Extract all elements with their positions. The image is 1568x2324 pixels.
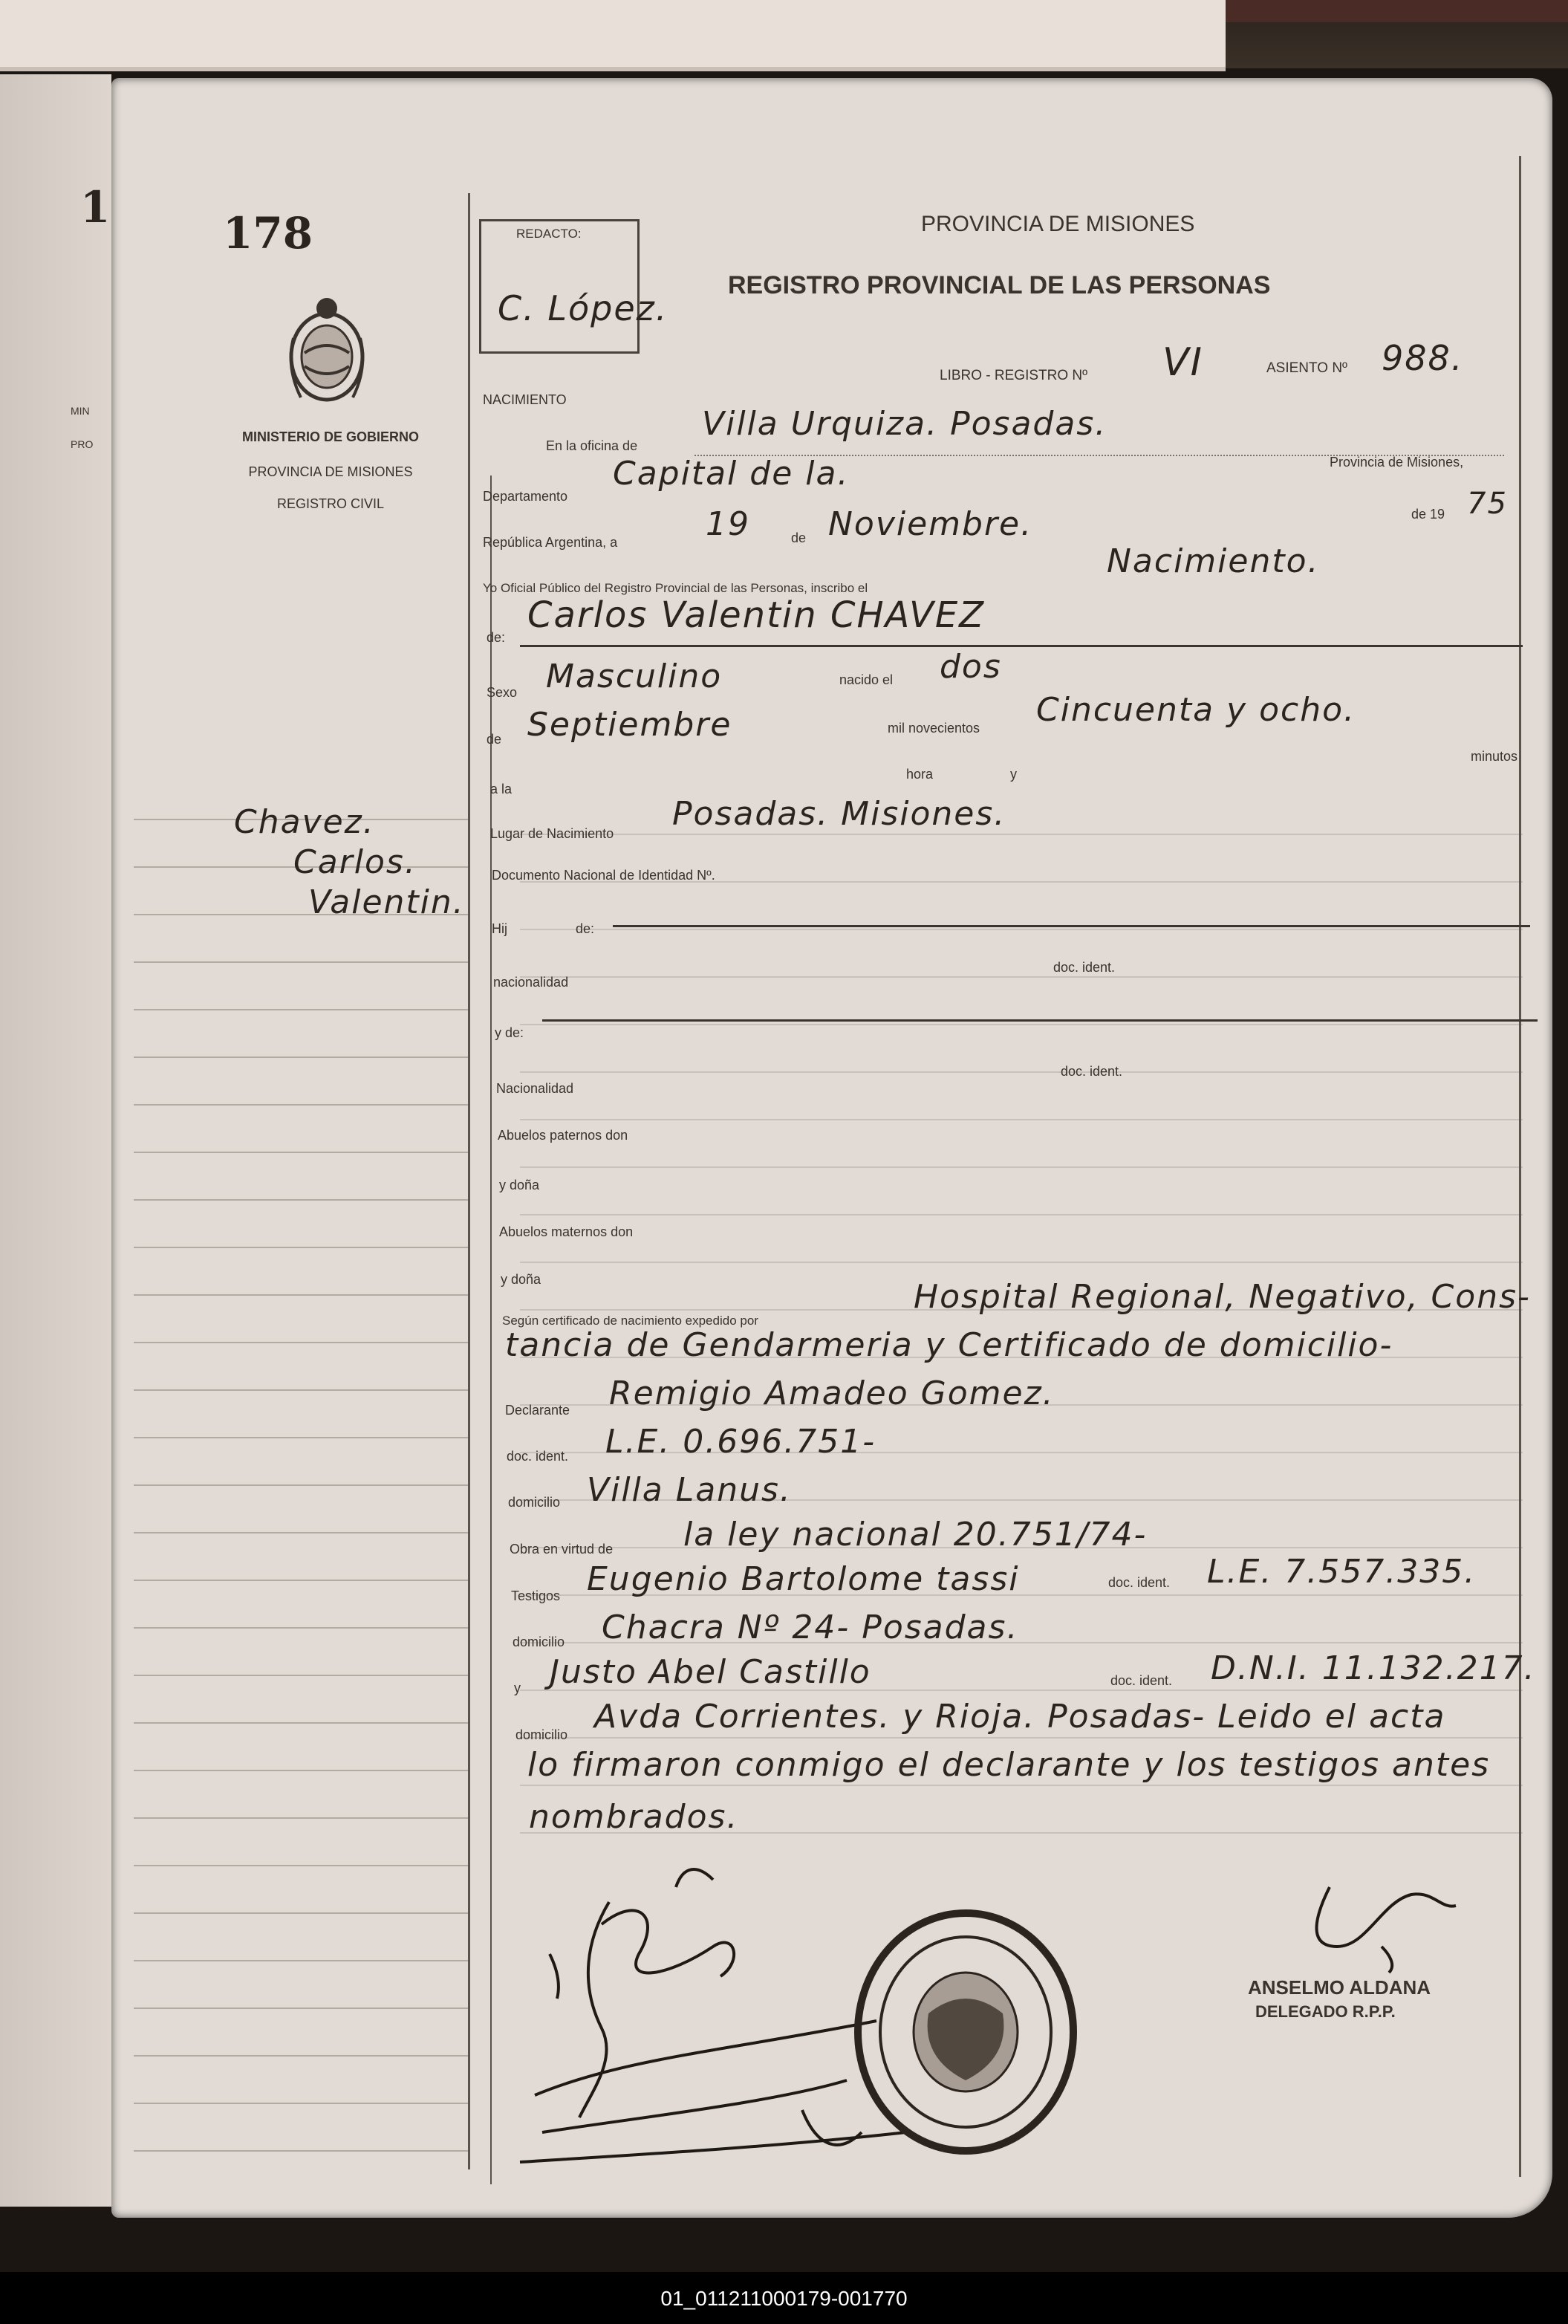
record-type-label: NACIMIENTO <box>483 392 567 407</box>
annotation-given-2: Valentin. <box>308 883 465 921</box>
redacto-label: REDACTO: <box>516 227 582 241</box>
coat-of-arms-icon <box>282 293 371 412</box>
month-de-label: de <box>791 530 807 545</box>
province-title: PROVINCIA DE MISIONES <box>921 212 1195 236</box>
y-label: y <box>1010 767 1017 782</box>
declarant-label: Declarante <box>505 1403 570 1418</box>
born-month-de-label: de <box>487 732 502 747</box>
hour-label: hora <box>906 767 934 782</box>
libro-value: VI <box>1162 340 1203 385</box>
witness2-y-label: y <box>514 1681 521 1695</box>
witness-label: Testigos <box>511 1588 561 1603</box>
republic-label: República Argentina, a <box>483 535 618 550</box>
certificate-label: Según certificado de nacimiento expedido por <box>502 1314 758 1328</box>
ministry-province: PROVINCIA DE MISIONES <box>248 464 413 479</box>
witness-signatures <box>520 1869 906 2162</box>
declarant-address-label: domicilio <box>508 1495 561 1510</box>
y-dona-label: y doña <box>499 1178 540 1192</box>
margin-annotation <box>234 802 465 923</box>
declarant-address-value: Villa Lanus. <box>587 1471 792 1509</box>
witness1-address-value: Chacra Nº 24- Posadas. <box>602 1609 1019 1646</box>
witness1-value: Eugenio Bartolome tassi <box>587 1560 1020 1598</box>
witness2-doc-value: D.N.I. 11.132.217. <box>1211 1649 1536 1687</box>
maternal-label: Abuelos maternos don <box>499 1224 634 1239</box>
name-de-label: de: <box>487 630 506 645</box>
y-de-label: y de: <box>495 1025 524 1040</box>
born-month-value: Septiembre <box>527 706 732 744</box>
department-label: Departamento <box>483 489 568 504</box>
declarant-value: Remigio Amadeo Gomez. <box>609 1374 1055 1412</box>
parent-line-1 <box>613 925 1530 927</box>
day-value: 19 <box>706 505 750 543</box>
witness1-doc-label: doc. ident. <box>1108 1575 1171 1590</box>
law-label: Obra en virtud de <box>510 1542 614 1557</box>
birthplace-label: Lugar de Nacimiento <box>490 826 614 841</box>
child-label: Hij <box>492 921 507 936</box>
page-number: 178 <box>223 208 313 259</box>
ministry-registry: REGISTRO CIVIL <box>276 496 385 511</box>
witness2-value: Justo Abel Castillo <box>550 1653 871 1691</box>
declarant-doc-value: L.E. 0.696.751- <box>605 1423 876 1461</box>
libro-label: LIBRO - REGISTRO Nº <box>940 368 1088 383</box>
witness1-address-label: domicilio <box>513 1635 565 1649</box>
witness2-address-value-2: lo firmaron conmigo el declarante y los testigos antes <box>527 1746 1491 1784</box>
edge-text: PRO <box>71 438 94 450</box>
certificate-value-1: Hospital Regional, Negativo, Cons- <box>914 1278 1531 1316</box>
year-value: 75 <box>1467 487 1508 521</box>
y-dona2-label: y doña <box>501 1272 541 1287</box>
official-name: ANSELMO ALDANA <box>1248 1976 1431 1999</box>
doc-ident-label: doc. ident. <box>1053 960 1116 975</box>
annotation-given-1: Carlos. <box>293 843 417 881</box>
official-title: DELEGADO R.P.P. <box>1255 2002 1396 2021</box>
top-right-strip <box>1226 0 1568 22</box>
paternal-label: Abuelos paternos don <box>498 1128 628 1143</box>
at-label: a la <box>490 782 513 796</box>
parent-line-2 <box>542 1019 1538 1022</box>
name-underline <box>520 645 1523 647</box>
delegate-signature <box>1317 1887 1457 1973</box>
witness2-address-value-1: Avda Corrientes. y Rioja. Posadas- Leido el acta <box>594 1698 1446 1736</box>
witness2-address-value-3: nombrados. <box>529 1798 739 1836</box>
margin-divider <box>468 193 470 2169</box>
previous-page-edge <box>0 74 111 2207</box>
act-value: Nacimiento. <box>1107 542 1320 580</box>
officer-text: Yo Oficial Público del Registro Provincial de las Personas, inscribo el <box>483 581 868 595</box>
department-value: Capital de la. <box>613 455 850 493</box>
born-year-value: Cincuenta y ocho. <box>1036 691 1356 729</box>
year-words-label: mil novecientos <box>888 721 980 736</box>
declarant-doc-label: doc. ident. <box>507 1449 569 1464</box>
nationality2-label: Nacionalidad <box>496 1081 574 1096</box>
sex-value: Masculino <box>546 658 723 695</box>
month-value: Noviembre. <box>828 505 1033 543</box>
asiento-value: 988. <box>1382 338 1464 378</box>
birthplace-value: Posadas. Misiones. <box>672 795 1006 833</box>
asiento-label: ASIENTO Nº <box>1266 360 1347 376</box>
registry-title: REGISTRO PROVINCIAL DE LAS PERSONAS <box>728 271 1271 299</box>
doc-ident2-label: doc. ident. <box>1061 1064 1123 1079</box>
ministry-name: MINISTERIO DE GOBIERNO <box>241 429 420 444</box>
year-prefix: de 19 <box>1411 507 1445 522</box>
dni-label: Documento Nacional de Identidad Nº. <box>492 868 715 883</box>
file-id: 01_011211000179-001770 <box>660 2287 908 2310</box>
edge-text: MIN <box>71 405 90 417</box>
child-de-label: de: <box>576 921 595 936</box>
edge-number: 1 <box>80 182 111 233</box>
office-value: Villa Urquiza. Posadas. <box>702 405 1107 443</box>
left-ruled-margin <box>134 773 468 2184</box>
witness2-address-label: domicilio <box>515 1727 568 1742</box>
child-name: Carlos Valentin CHAVEZ <box>527 594 986 636</box>
province-suffix: Provincia de Misiones, <box>1330 455 1464 470</box>
nationality-label: nacionalidad <box>493 975 569 990</box>
witness1-doc-value: L.E. 7.557.335. <box>1207 1553 1477 1591</box>
certificate-value-2: tancia de Gendarmeria y Certificado de domicilio- <box>505 1326 1393 1364</box>
born-day-value: dos <box>940 648 1002 686</box>
official-stamp-icon <box>858 1913 1073 2151</box>
minutes-label: minutos <box>1471 749 1518 764</box>
sex-label: Sexo <box>487 685 518 700</box>
witness2-doc-label: doc. ident. <box>1110 1673 1173 1688</box>
annotation-surname: Chavez. <box>234 803 375 841</box>
born-label: nacido el <box>839 672 894 687</box>
office-label: En la oficina de <box>546 438 638 453</box>
redacto-signature: C. López. <box>498 288 668 328</box>
top-page-edge <box>0 0 1226 71</box>
law-value: la ley nacional 20.751/74- <box>683 1516 1148 1554</box>
